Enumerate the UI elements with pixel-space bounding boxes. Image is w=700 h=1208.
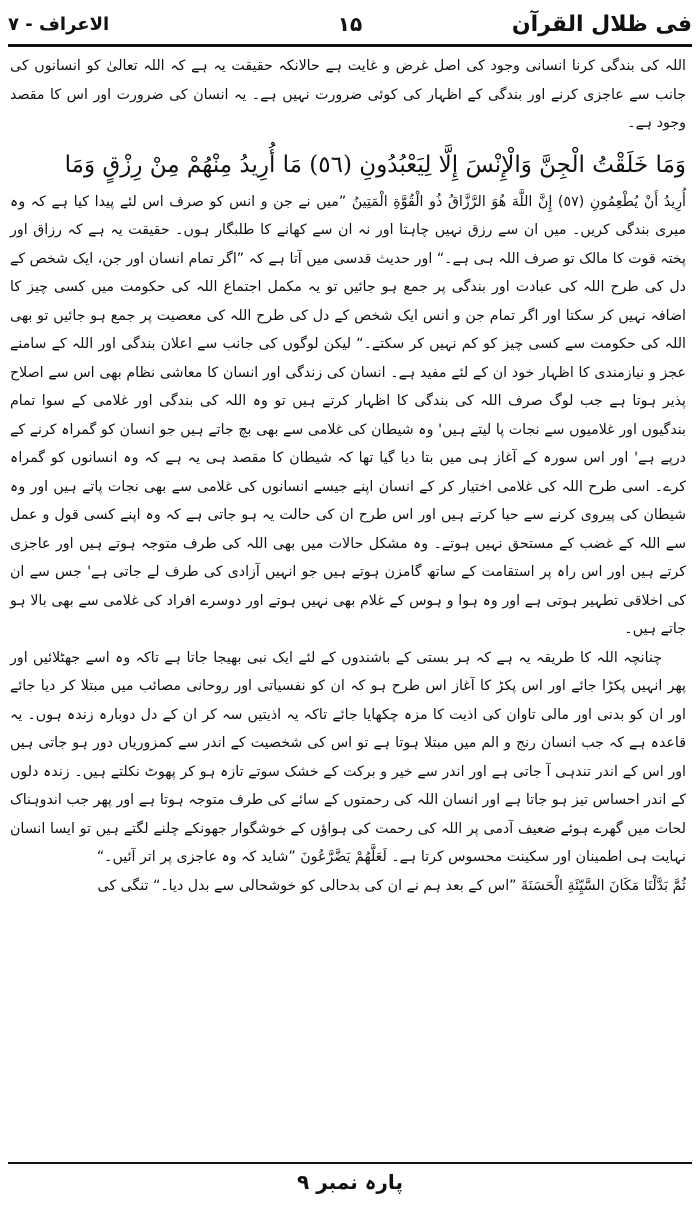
page-header	[8, 6, 692, 42]
page-body	[10, 52, 686, 900]
para-number: پارہ نمبر ۹	[297, 1170, 403, 1194]
paragraph: چنانچہ اللہ کا طریقہ یہ ہے کہ ہر بستی کے باشندوں کے لئے ایک نبی بھیجا جاتا ہے تاکہ وہ اسے جھٹلائیں اور پھر انہیں پکڑا جائے اور اس پکڑ کا آغاز اس طرح ہو کہ ان کو نفسیاتی اور روحانی مصائب میں مبتلا کر دیا جائے اور ان کو بدنی اور مالی تاوان کی اذیت کا مزہ چکھایا جائے تاکہ یہ اذیتیں سہ کر ان کے دل دوبارہ زندہ ہوں۔ یہ قاعدہ ہے کہ جب انسان رنج و الم میں مبتلا ہوتا ہے تو اس کی شخصیت کے اندر سے کمزوریاں دور ہو جاتی ہیں اور اس کے اندر تندہی آ جاتی ہے اور اندر سے خیر و برکت کے خشک سوتے تازہ ہو کر پھوٹ نکلتے ہیں۔ زندہ دلوں کے اندر احساس تیز ہو جاتا ہے اور انسان اللہ کی رحمتوں کے سائے کی طرف متوجہ ہوتا ہے اور پھر جب اندوہناک لحات میں گھرے ہوئے ضعیف آدمی پر اللہ کی رحمت کی ہواؤں کے خوشگوار جھونکے چلنے لگتے ہیں تو ایسا انسان نہایت ہی اطمینان اور سکینت محسوس کرتا ہے۔ لَعَلَّهُمْ يَضَّرَّعُونَ ”شاید کہ وہ عاجزی پر اتر آئیں۔“	[10, 649, 686, 865]
surah-name: الاعراف - ۷	[8, 13, 110, 35]
header-rule	[8, 44, 692, 47]
paragraph: ثُمَّ بَدَّلْنَا مَكَانَ السَّيِّئَةِ الْحَسَنَةَ ”اس کے بعد ہم نے ان کی بدحالی کو خوشحالی سے بدل دیا۔“ تنگی کی	[97, 877, 686, 894]
quran-verse: وَمَا خَلَقْتُ الْجِنَّ وَالْإِنْسَ إِلَّا لِيَعْبُدُونِ (٥٦) مَا أُرِيدُ مِنْهُمْ مِنْ رِزْقٍ وَمَا	[64, 151, 686, 178]
book-title: فی ظلال القرآن	[511, 11, 692, 37]
footer-rule	[8, 1162, 692, 1164]
paragraph: أُرِيدُ أَنْ يُطْعِمُونِ (٥٧) إِنَّ اللَّهَ هُوَ الرَّزَّاقُ ذُو الْقُوَّةِ الْمَتِينُ ”میں نے جن و انس کو صرف اس لئے پیدا کیا ہے کہ وہ میری بندگی کریں۔ میں ان سے رزق نہیں چاہتا اور نہ ان سے کھانے کا طلبگار ہوں۔ حقیقت یہ ہے کہ رزاق اور پختہ قوت کا مالک تو صرف اللہ ہی ہے۔“ اور حدیث قدسی میں آتا ہے کہ ”اگر تمام انسان اور جن، ایک شخص کے دل کی طرح اللہ کی عبادت اور بندگی پر جمع ہو جائیں تو یہ مکمل اجتماع اللہ کی حکومت میں کسی چیز کا اضافہ نہیں کر سکتا اور اگر تمام جن و انس ایک شخص کے دل کی طرح اللہ کی معصیت پر جمع ہو جائیں تو بھی اللہ کی حکومت سے کسی چیز کو کم نہیں کر سکتے۔“ لیکن لوگوں کی جانب سے اعلان بندگی اور اللہ کے سامنے عجز و نیازمندی کا اظہار خود ان کے لئے مفید ہے۔ انسان کی زندگی اور انسان کا معاشی نظام بھی اس سے اصلاح پذیر ہوتا ہے جب لوگ صرف اللہ کی بندگی کا اظہار کرتے ہیں تو وہ اللہ کی بندگی اور غلامی کے سوا تمام بندگیوں اور غلامیوں سے نجات پا لیتے ہیں' وہ شیطان کی غلامی سے بھی بچ جاتے ہیں جو انسان کو گمراہ کرنے کے درپے ہے' اور اس سورہ کے آغاز ہی میں بتا دیا گیا تھا کہ شیطان کا مقصد ہی یہ ہے کہ وہ انسانوں کو گمراہ کرے۔ اسی طرح اللہ کی غلامی اختیار کر کے انسان اپنے جیسے انسانوں کی غلامی سے بھی نجات پاتے ہیں اور وہ شیطان کی پیروی کرنے سے حیا کرتے ہیں اور اس طرح ان کی حالت یہ ہو جاتی ہے کہ وہ اپنے کسی قول و عمل سے اللہ کے غضب کے مستحق نہیں ہوتے۔ وہ مشکل حالات میں بھی اللہ کی طرف متوجہ ہوتے ہیں اور عاجزی کرتے ہیں اور اس راہ پر استقامت کے ساتھ گامزن ہوتے ہیں جو انہیں آزادی کی طرف لے جاتی ہے' جس سے ان کی اخلاقی تطہیر ہوتی ہے اور وہ ہوا و ہوس کے غلام بھی نہیں ہوتے اور دوسرے افراد کی غلامی سے بھی بالا ہو جاتے ہیں۔	[10, 193, 687, 637]
page-number: ۱۵	[337, 12, 363, 36]
paragraph: اللہ کی بندگی کرنا انسانی وجود کی اصل غرض و غایت ہے حالانکہ حقیقت یہ ہے کہ اللہ تعالیٰ کو انسانوں کی جانب سے عاجزی کرنے اور بندگی کے اظہار کی کوئی ضرورت نہیں ہے۔ یہ انسان کی ضرورت اور اس کا مقصد وجود ہے۔	[10, 58, 686, 131]
